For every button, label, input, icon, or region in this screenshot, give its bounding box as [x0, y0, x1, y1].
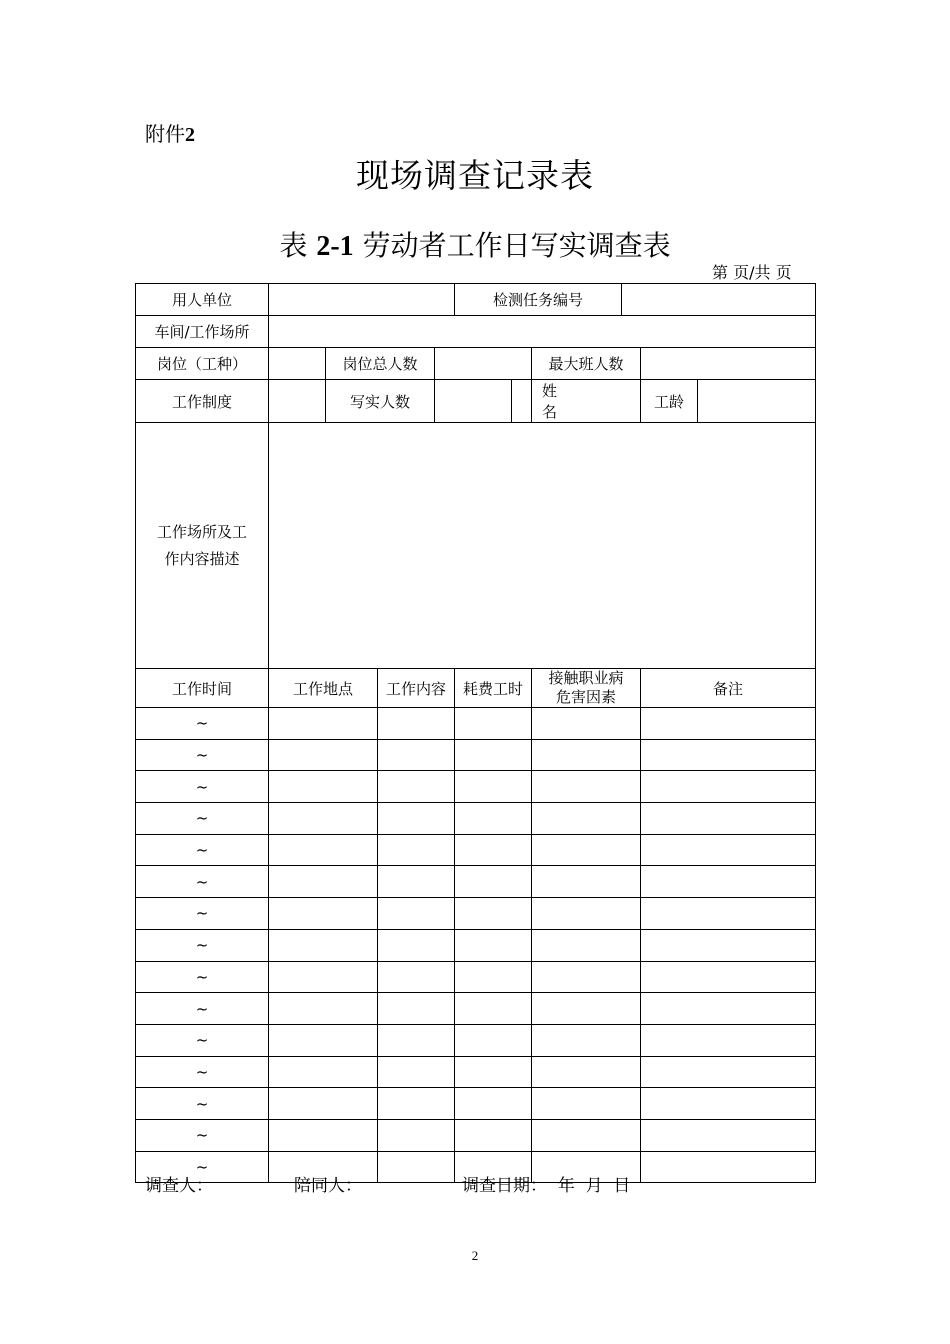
work-system-label: 工作制度 — [136, 380, 269, 423]
work-place-cell[interactable] — [269, 708, 378, 740]
employer-field[interactable] — [269, 284, 455, 316]
log-row — [136, 898, 816, 930]
work-time-cell[interactable]: ~ — [136, 929, 269, 961]
remark-cell[interactable] — [641, 929, 816, 961]
hazard-cell[interactable] — [532, 708, 641, 740]
work-time-cell[interactable]: ~ — [136, 834, 269, 866]
remark-cell[interactable] — [641, 803, 816, 835]
hazard-cell[interactable] — [532, 771, 641, 803]
form-row-workshop — [136, 316, 816, 348]
work-hours-cell[interactable] — [455, 834, 532, 866]
position-total-label: 岗位总人数 — [326, 348, 435, 380]
description-field[interactable] — [269, 423, 816, 669]
log-header-row — [136, 669, 816, 708]
log-row — [136, 993, 816, 1025]
log-row — [136, 834, 816, 866]
work-place-cell[interactable] — [269, 1088, 378, 1120]
work-place-cell[interactable] — [269, 771, 378, 803]
header-work-content: 工作内容 — [378, 669, 455, 708]
seniority-label: 工龄 — [641, 380, 698, 423]
remark-cell[interactable] — [641, 961, 816, 993]
form-row-work-system — [136, 380, 816, 423]
work-content-cell[interactable] — [378, 771, 455, 803]
log-row — [136, 803, 816, 835]
form-row-position — [136, 348, 816, 380]
employer-label: 用人单位 — [136, 284, 269, 316]
work-hours-cell[interactable] — [455, 1024, 532, 1056]
position-field[interactable] — [269, 348, 326, 380]
log-rows — [136, 708, 816, 1183]
work-place-cell[interactable] — [269, 739, 378, 771]
work-hours-cell[interactable] — [455, 771, 532, 803]
work-hours-cell[interactable] — [455, 803, 532, 835]
survey-form-table — [135, 283, 816, 1183]
work-content-cell[interactable] — [378, 929, 455, 961]
header-work-time: 工作时间 — [136, 669, 269, 708]
work-content-cell[interactable] — [378, 708, 455, 740]
work-place-cell[interactable] — [269, 866, 378, 898]
work-content-cell[interactable] — [378, 866, 455, 898]
work-content-cell[interactable] — [378, 898, 455, 930]
form-row-employer — [136, 284, 816, 316]
work-place-cell[interactable] — [269, 961, 378, 993]
work-time-cell[interactable]: ~ — [136, 1056, 269, 1088]
work-time-cell[interactable]: ~ — [136, 708, 269, 740]
work-content-cell[interactable] — [378, 739, 455, 771]
work-place-cell[interactable] — [269, 1056, 378, 1088]
work-time-cell[interactable]: ~ — [136, 866, 269, 898]
work-time-cell[interactable]: ~ — [136, 739, 269, 771]
work-content-cell[interactable] — [378, 1056, 455, 1088]
remark-cell[interactable] — [641, 1024, 816, 1056]
remark-cell[interactable] — [641, 898, 816, 930]
work-place-cell[interactable] — [269, 993, 378, 1025]
work-hours-cell[interactable] — [455, 1056, 532, 1088]
investigator-label: 调查人： — [145, 1176, 213, 1196]
work-time-cell[interactable]: ~ — [136, 803, 269, 835]
work-content-cell[interactable] — [378, 1088, 455, 1120]
hazard-cell[interactable] — [532, 1056, 641, 1088]
description-label: 工作场所及工 作内容描述 — [136, 423, 269, 669]
remark-cell[interactable] — [641, 739, 816, 771]
work-time-cell[interactable]: ~ — [136, 771, 269, 803]
log-row — [136, 1024, 816, 1056]
work-place-cell[interactable] — [269, 1024, 378, 1056]
remark-cell[interactable] — [641, 1151, 816, 1183]
hazard-cell[interactable] — [532, 1024, 641, 1056]
work-time-cell[interactable]: ~ — [136, 961, 269, 993]
seniority-field[interactable] — [698, 380, 816, 423]
hazard-cell[interactable] — [532, 803, 641, 835]
name-label: 姓名 — [512, 380, 532, 423]
work-place-cell[interactable] — [269, 929, 378, 961]
remark-cell[interactable] — [641, 834, 816, 866]
attachment-label: 附件2 — [145, 122, 195, 146]
document-title: 现场调查记录表 — [356, 156, 594, 195]
work-hours-cell[interactable] — [455, 898, 532, 930]
work-time-cell[interactable]: ~ — [136, 898, 269, 930]
remark-cell[interactable] — [641, 1088, 816, 1120]
position-total-field[interactable] — [435, 348, 532, 380]
work-hours-cell[interactable] — [455, 961, 532, 993]
work-hours-cell[interactable] — [455, 866, 532, 898]
work-content-cell[interactable] — [378, 993, 455, 1025]
remark-cell[interactable] — [641, 1119, 816, 1151]
header-hazard-factors: 接触职业病 危害因素 — [532, 669, 641, 708]
work-time-cell[interactable]: ~ — [136, 1024, 269, 1056]
log-row — [136, 961, 816, 993]
form-row-description — [136, 423, 816, 669]
page-info: 第 页/共 页 — [712, 263, 792, 282]
position-label: 岗位（工种） — [136, 348, 269, 380]
work-content-cell[interactable] — [378, 1151, 455, 1183]
log-row — [136, 1119, 816, 1151]
workshop-label: 车间/工作场所 — [136, 316, 269, 348]
work-hours-cell[interactable] — [455, 708, 532, 740]
header-remark: 备注 — [641, 669, 816, 708]
hazard-cell[interactable] — [532, 1119, 641, 1151]
hazard-cell[interactable] — [532, 739, 641, 771]
work-place-cell[interactable] — [269, 898, 378, 930]
header-work-place: 工作地点 — [269, 669, 378, 708]
remark-cell[interactable] — [641, 1056, 816, 1088]
work-hours-cell[interactable] — [455, 1088, 532, 1120]
workshop-field[interactable] — [269, 316, 816, 348]
work-system-field[interactable] — [269, 380, 326, 423]
max-shift-field[interactable] — [641, 348, 816, 380]
task-no-label: 检测任务编号 — [455, 284, 622, 316]
table-title: 表 2-1 劳动者工作日写实调查表 — [279, 229, 671, 262]
log-row — [136, 1088, 816, 1120]
hazard-cell[interactable] — [532, 961, 641, 993]
record-count-label: 写实人数 — [326, 380, 435, 423]
log-row — [136, 1056, 816, 1088]
work-time-cell[interactable]: ~ — [136, 1119, 269, 1151]
work-hours-cell[interactable] — [455, 993, 532, 1025]
work-content-cell[interactable] — [378, 961, 455, 993]
header-work-hours: 耗费工时 — [455, 669, 532, 708]
remark-cell[interactable] — [641, 866, 816, 898]
work-content-cell[interactable] — [378, 1119, 455, 1151]
work-content-cell[interactable] — [378, 803, 455, 835]
work-time-cell[interactable]: ~ — [136, 1151, 269, 1183]
hazard-cell[interactable] — [532, 866, 641, 898]
work-hours-cell[interactable] — [455, 1119, 532, 1151]
hazard-cell[interactable] — [532, 1088, 641, 1120]
work-place-cell[interactable] — [269, 1119, 378, 1151]
work-content-cell[interactable] — [378, 1024, 455, 1056]
hazard-cell[interactable] — [532, 834, 641, 866]
work-place-cell[interactable] — [269, 803, 378, 835]
survey-date-label: 调查日期： 年 月 日 — [462, 1176, 631, 1196]
log-row — [136, 866, 816, 898]
remark-cell[interactable] — [641, 993, 816, 1025]
hazard-cell[interactable] — [532, 993, 641, 1025]
work-time-cell[interactable]: ~ — [136, 1088, 269, 1120]
record-count-field[interactable] — [435, 380, 512, 423]
work-hours-cell[interactable] — [455, 929, 532, 961]
log-row — [136, 739, 816, 771]
task-no-field[interactable] — [622, 284, 816, 316]
work-hours-cell[interactable] — [455, 739, 532, 771]
work-time-cell[interactable]: ~ — [136, 993, 269, 1025]
hazard-cell[interactable] — [532, 929, 641, 961]
companion-label: 陪同人： — [294, 1176, 362, 1196]
max-shift-label: 最大班人数 — [532, 348, 641, 380]
remark-cell[interactable] — [641, 708, 816, 740]
page-number: 2 — [471, 1248, 479, 1263]
hazard-cell[interactable] — [532, 898, 641, 930]
log-row — [136, 771, 816, 803]
work-content-cell[interactable] — [378, 834, 455, 866]
log-row — [136, 929, 816, 961]
remark-cell[interactable] — [641, 771, 816, 803]
log-row — [136, 708, 816, 740]
work-place-cell[interactable] — [269, 834, 378, 866]
